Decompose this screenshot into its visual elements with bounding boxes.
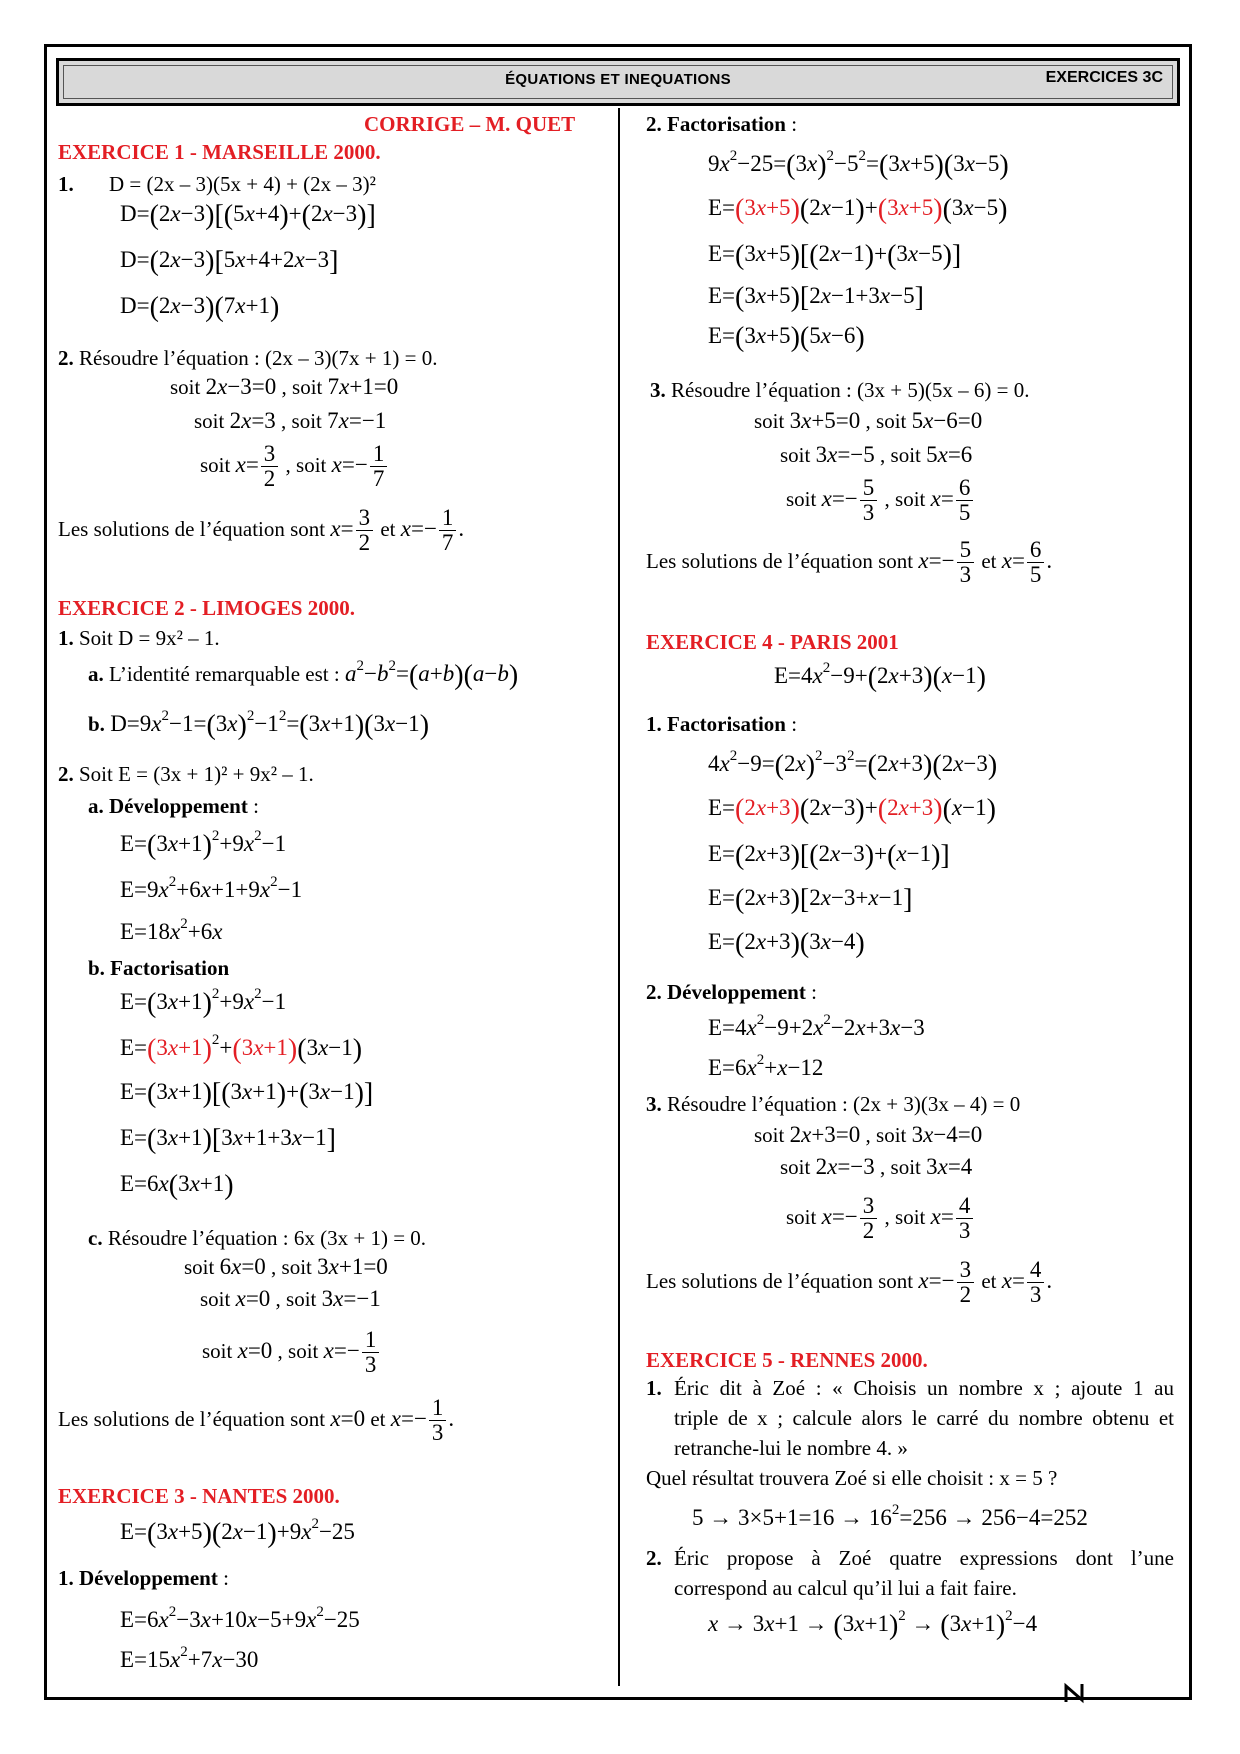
soit-word: soit [786, 1204, 817, 1229]
soit-word: soit [194, 409, 225, 433]
ex1-solve-2: soit 2x=3 , soit 7x=−1 [194, 408, 387, 433]
soit-word: soit [200, 1287, 231, 1311]
soit-word: soit [170, 375, 201, 399]
page-header [56, 58, 1180, 106]
ex2-q1 [58, 626, 220, 650]
ex2-dev-1: $E=(3x+1)^2+9x^2-1$ [120, 828, 287, 861]
ex2-fact-3: E=(3x+1)[(3x+1)+(3x−1)] [120, 1078, 374, 1109]
ex3-dev-label-text: 1. Développement [58, 1566, 218, 1590]
soit-word: soit [890, 443, 921, 467]
ex2-solve-1: soit 6x=0 , soit 3x+1=0 [184, 1254, 388, 1279]
ex1-solve-1: soit 2x−3=0 , soit 7x+1=0 [170, 374, 399, 399]
ex5-q2-label: 2. [646, 1546, 662, 1570]
ex4-expression: $E=4x^2-9+(2x+3)(x-1)$ [774, 660, 986, 693]
ex5-chain: $x \to 3x+1 \to (3x+1)^2 \to (3x+1)^2-4$ [708, 1608, 1038, 1641]
soit-word: soit [890, 1155, 921, 1179]
colon: : [223, 1566, 229, 1590]
conclusion-text: Les solutions de l’équation sont [58, 516, 326, 541]
conclusion-text: Les solutions de l’équation sont [646, 548, 914, 573]
document-title: ÉQUATIONS ET INEQUATIONS [505, 71, 731, 88]
et-word: et [370, 1406, 386, 1431]
ex4-q3-text: Résoudre l’équation : (2x + 3)(3x – 4) = 0 [667, 1092, 1021, 1116]
ex4-fact-1: $4x^2-9=(2x)^2-3^2=(2x+3)(2x-3)$ [708, 748, 998, 781]
ex3-fact-2: E=(3x+5)(2x−1)+(3x+5)(3x−5) [708, 194, 1008, 225]
ex2-c-text: Résoudre l’équation : 6x (3x + 1) = 0. [107, 1226, 427, 1250]
et-word: et [981, 1268, 997, 1293]
exercise-2-title: EXERCICE 2 - LIMOGES 2000. [58, 596, 355, 620]
ex3-fact-5: E=(3x+5)(5x−6) [708, 322, 865, 353]
ex4-fact-label [646, 712, 797, 736]
ex3-fact-3: E=(3x+5)[(2x−1)+(3x−5)] [708, 240, 962, 271]
ex3-dev-1: $E=6x^2-3x+10x-5+9x^2-25$ [120, 1604, 360, 1632]
ex4-fact-4: E=(2x+3)[2x−3+x−1] [708, 884, 913, 915]
ex2-dev-label [88, 794, 259, 818]
ex1-q2-label: 2. [58, 346, 74, 370]
exercise-3-title: EXERCICE 3 - NANTES 2000. [58, 1484, 340, 1508]
soit-word: soit [780, 443, 811, 467]
ex4-conclusion: Les solutions de l’équation sont x=− $\frac{3}{2}$ et x= $\frac{4}{3}$ . [646, 1257, 1053, 1308]
ex5-q1-line-1: Éric dit à Zoé : « Choisis un nombre x ; ajoute 1 au [674, 1376, 1174, 1400]
soit-word: soit [754, 409, 785, 433]
colon: : [253, 794, 259, 818]
frame-notch-mark [1064, 1682, 1086, 1704]
ex2-q1-label: 1. [58, 626, 74, 650]
ex2-q2-text: Soit E = (3x + 1)² + 9x² – 1. [79, 762, 314, 786]
ex2-a-label: a. [88, 662, 104, 686]
ex2-q1-text: Soit D = 9x² – 1. [79, 626, 220, 650]
ex5-q2-line-2: correspond au calcul qu’il lui a fait faire. [674, 1576, 1017, 1600]
ex2-c-label: c. [88, 1226, 103, 1250]
soit-word: soit [786, 486, 817, 511]
ex2-dev-label-text: a. Développement [88, 794, 248, 818]
ex2-dev-2: $E=9x^2+6x+1+9x^2-1$ [120, 874, 303, 902]
ex2-b-label: b. [88, 712, 105, 736]
ex3-q3-label: 3. [650, 378, 666, 402]
ex3-q3-text: Résoudre l’équation : (3x + 5)(5x – 6) = 0. [671, 378, 1030, 402]
soit-word: soit [184, 1255, 215, 1279]
conclusion-text: Les solutions de l’équation sont [646, 1268, 914, 1293]
soit-word: soit [281, 1255, 312, 1279]
ex1-q2 [58, 346, 437, 370]
ex1-q1 [58, 172, 376, 196]
soit-word: soit [754, 1123, 785, 1147]
ex5-question: Quel résultat trouvera Zoé si elle choisit : x = 5 ? [646, 1466, 1058, 1490]
ex4-q3-label: 3. [646, 1092, 662, 1116]
soit-word: soit [780, 1155, 811, 1179]
ex1-q1-expression: D = (2x – 3)(5x + 4) + (2x – 3)² [109, 172, 376, 196]
ex3-fact-4: E=(3x+5)[2x−1+3x−5] [708, 282, 924, 313]
soit-word: soit [895, 1204, 926, 1229]
ex2-conclusion: Les solutions de l’équation sont x=0 et x=− $\frac{1}{3}$ . [58, 1395, 455, 1446]
soit-word: soit [895, 486, 926, 511]
ex2-solve-3: soit x=0 , soit x=− $\frac{1}{3}$ [202, 1328, 381, 1377]
ex4-dev-label [646, 980, 817, 1004]
document-tag: EXERCICES 3C [1045, 69, 1163, 86]
ex4-dev-1: $E=4x^2-9+2x^2-2x+3x-3$ [708, 1012, 925, 1040]
ex5-q1-label: 1. [646, 1376, 662, 1400]
colon: : [791, 112, 798, 136]
soit-word: soit [291, 409, 322, 433]
ex2-dev-3: $E=18x^2+6x$ [120, 916, 223, 944]
ex3-dev-2: $E=15x^2+7x-30$ [120, 1644, 259, 1672]
exercise-1-title: EXERCICE 1 - MARSEILLE 2000. [58, 140, 381, 164]
soit-word: soit [292, 375, 323, 399]
ex3-solve-1: soit 3x+5=0 , soit 5x−6=0 [754, 408, 983, 433]
ex3-solve-3: soit x=− $\frac{5}{3}$ , soit x= $\frac{6}{5}$ [786, 476, 975, 525]
soit-word: soit [200, 452, 231, 477]
et-word: et [981, 548, 997, 573]
soit-word: soit [288, 1338, 319, 1363]
colon: : [811, 980, 817, 1004]
ex1-step-2: D=(2x−3)[5x+4+2x−3] [120, 246, 339, 277]
ex4-q3 [646, 1092, 1020, 1116]
ex2-q2-label: 2. [58, 762, 74, 786]
ex5-computation: $5 \to 3\times 5+1=16 \to 16^2=256 \to 256-4=252$ [692, 1502, 1088, 1530]
corrige-title: CORRIGE – M. QUET [364, 112, 576, 136]
ex3-dev-label [58, 1566, 229, 1590]
colon: : [791, 712, 798, 736]
ex5-q2-line-1: Éric propose à Zoé quatre expressions dont l’une [674, 1546, 1174, 1570]
ex1-step-3: D=(2x−3)(7x+1) [120, 292, 280, 323]
ex2-fact-2: $E=(3x+1)^2+(3x+1)(3x-1)$ [120, 1032, 363, 1065]
ex3-fact-1: $9x^2-25=(3x)^2-5^2=(3x+5)(3x-5)$ [708, 148, 1009, 181]
ex3-q3 [650, 378, 1029, 402]
ex4-dev-2: $E=6x^2+x-12$ [708, 1052, 824, 1080]
ex2-solve-2: soit x=0 , soit 3x=−1 [200, 1286, 381, 1311]
ex3-fact-label [646, 112, 797, 136]
ex5-q1-line-3: retranche-lui le nombre 4. » [674, 1436, 908, 1460]
conclusion-text: Les solutions de l’équation sont [58, 1406, 326, 1431]
ex1-conclusion: Les solutions de l’équation sont x= $\frac{3}{2}$ et x=− $\frac{1}{7}$ . [58, 505, 465, 556]
ex4-solve-3: soit x=− $\frac{3}{2}$ , soit x= $\frac{4}{3}$ [786, 1194, 975, 1243]
ex4-solve-2: soit 2x=−3 , soit 3x=4 [780, 1154, 973, 1179]
et-word: et [380, 516, 396, 541]
ex2-fact-5: E=6x(3x+1) [120, 1170, 234, 1201]
ex2-qc [88, 1226, 426, 1250]
ex2-q1a: a. L’identité remarquable est : $a^2-b^2=(a+b)(a-b)$ [88, 658, 519, 691]
ex4-fact-label-text: 1. Factorisation [646, 712, 786, 736]
ex3-expression: $E=(3x+5)(2x-1)+9x^2-25$ [120, 1516, 355, 1549]
ex4-fact-5: E=(2x+3)(3x−4) [708, 928, 865, 959]
ex2-a-text: L’identité remarquable est : [109, 662, 340, 686]
ex5-q1-line-2: triple de x ; calcule alors le carré du nombre obtenu et [674, 1406, 1174, 1430]
ex2-fact-label: b. Factorisation [88, 956, 230, 980]
soit-word: soit [876, 409, 907, 433]
ex4-dev-label-text: 2. Développement [646, 980, 806, 1004]
ex1-step-1: D=(2x−3)[(5x+4)+(2x−3)] [120, 200, 376, 231]
exercise-4-title: EXERCICE 4 - PARIS 2001 [646, 630, 899, 654]
ex1-q1-number: 1. [58, 172, 74, 196]
column-separator [618, 108, 620, 1686]
ex3-solve-2: soit 3x=−5 , soit 5x=6 [780, 442, 973, 467]
ex4-solve-1: soit 2x+3=0 , soit 3x−4=0 [754, 1122, 983, 1147]
ex1-q2-text: Résoudre l’équation : (2x – 3)(7x + 1) = 0. [79, 346, 438, 370]
ex4-fact-3: E=(2x+3)[(2x−3)+(x−1)] [708, 840, 950, 871]
soit-word: soit [286, 1287, 317, 1311]
ex2-fact-4: E=(3x+1)[3x+1+3x−1] [120, 1124, 336, 1155]
soit-word: soit [296, 452, 327, 477]
soit-word: soit [876, 1123, 907, 1147]
exercise-5-title: EXERCICE 5 - RENNES 2000. [646, 1348, 928, 1372]
ex1-solve-3: soit x= $\frac{3}{2}$ , soit x=− $\frac{1}{7}$ [200, 442, 389, 491]
ex4-fact-2: E=(2x+3)(2x−3)+(2x+3)(x−1) [708, 794, 996, 825]
ex3-fact-label-text: 2. Factorisation [646, 112, 786, 136]
ex3-conclusion: Les solutions de l’équation sont x=− $\frac{5}{3}$ et x= $\frac{6}{5}$ . [646, 537, 1053, 588]
ex2-q2 [58, 762, 314, 786]
soit-word: soit [202, 1338, 233, 1363]
ex2-q1b: b. $D=9x^2-1=(3x)^2-1^2=(3x+1)(3x-1)$ [88, 708, 430, 741]
ex2-fact-1: $E=(3x+1)^2+9x^2-1$ [120, 986, 287, 1019]
